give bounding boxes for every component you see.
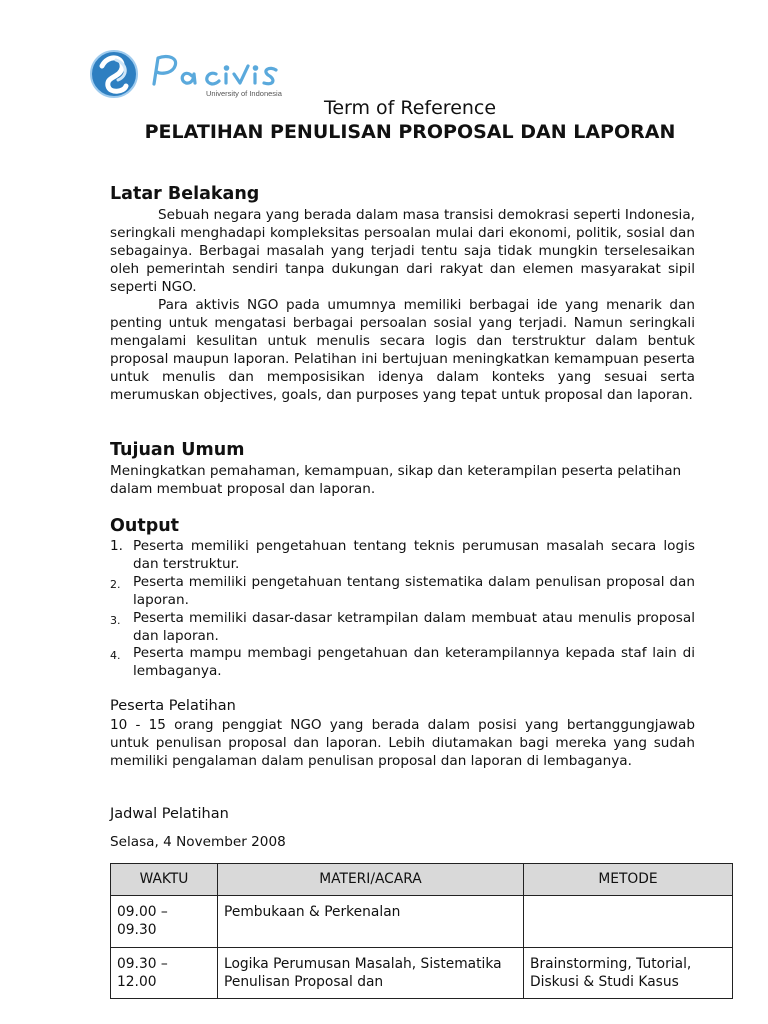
output-list bbox=[110, 538, 695, 681]
output-item-number: 1. bbox=[110, 538, 123, 554]
paragraph-peserta: 10 - 15 orang penggiat NGO yang berada dalam posisi yang bertanggungjawab untuk penulisan proposal dan laporan. Lebih diutamakan bagi mereka yang sudah memiliki pengalaman dalam penulisan proposal dan laporan di lembaganya. bbox=[110, 717, 695, 769]
cell-materi: Pembukaan & Perkenalan bbox=[218, 896, 524, 948]
column-header-waktu: WAKTU bbox=[111, 864, 218, 896]
output-item bbox=[110, 538, 695, 574]
section-heading-output: Output bbox=[110, 516, 180, 536]
pacivis-logo bbox=[88, 46, 308, 102]
section-heading-latar-belakang: Latar Belakang bbox=[110, 184, 260, 204]
output-item-number: 3. bbox=[110, 613, 121, 627]
paragraph-latar-2 bbox=[110, 297, 695, 404]
svg-text:University of Indonesia: University of Indonesia bbox=[206, 89, 282, 98]
cell-metode bbox=[524, 896, 733, 948]
paragraph-latar-2-text: Para aktivis NGO pada umumnya memiliki berbagai ide yang menarik dan penting untuk mengatasi berbagai persoalan sosial yang terjadi. Namun seringkali mengalami kesulitan untuk menulis secara logis dan terstruktur dalam bentuk proposal maupun laporan. Pelatihan ini bertujuan meningkatkan kemampuan peserta untuk menulis dan memposisikan idenya dalam konteks yang sesuai serta merumuskan objectives, goals, dan purposes yang tepat untuk proposal dan laporan. bbox=[110, 297, 695, 403]
document-title: Term of Reference bbox=[323, 97, 497, 119]
table-row bbox=[111, 896, 733, 948]
schedule-table bbox=[110, 863, 733, 999]
table-row bbox=[111, 948, 733, 999]
output-item-text: Peserta memiliki dasar-dasar ketrampilan dalam membuat atau menulis proposal dan laporan. bbox=[133, 609, 695, 644]
column-header-materi: MATERI/ACARA bbox=[218, 864, 524, 896]
schedule-date: Selasa, 4 November 2008 bbox=[110, 834, 286, 850]
cell-waktu: 09.00 – 09.30 bbox=[111, 896, 218, 948]
paragraph-latar-1-text: Sebuah negara yang berada dalam masa transisi demokrasi seperti Indonesia, seringkali menghadapi kompleksitas persoalan mulai dari ekonomi, politik, sosial dan sebagainya. Berbagai masalah yang terjadi tentu saja tidak mungkin terselesaikan oleh pemerintah sendiri tanpa dukungan dari rakyat dan elemen masyarakat sipil seperti NGO. bbox=[110, 207, 695, 295]
paragraph-tujuan: Meningkatkan pemahaman, kemampuan, sikap dan keterampilan peserta pelatihan dalam membuat proposal dan laporan. bbox=[110, 463, 682, 497]
document-subtitle: PELATIHAN PENULISAN PROPOSAL DAN LAPORAN bbox=[144, 121, 676, 143]
column-header-metode: METODE bbox=[524, 864, 733, 896]
pacivis-logo-graphic bbox=[88, 46, 308, 102]
output-item-text: Peserta mampu membagi pengetahuan dan keterampilannya kepada staf lain di lembaganya. bbox=[133, 645, 695, 680]
output-item-text: Peserta memiliki pengetahuan tentang teknis perumusan masalah secara logis dan terstruktur. bbox=[133, 538, 695, 572]
cell-waktu: 09.30 – 12.00 bbox=[111, 948, 218, 999]
output-item bbox=[110, 574, 695, 610]
table-header-row bbox=[111, 864, 733, 896]
output-item-text: Peserta memiliki pengetahuan tentang sistematika dalam penulisan proposal dan laporan. bbox=[133, 573, 695, 608]
paragraph-latar-1 bbox=[110, 207, 695, 297]
output-item bbox=[110, 645, 695, 681]
output-item-number: 4. bbox=[110, 649, 121, 663]
cell-materi: Logika Perumusan Masalah, Sistematika Penulisan Proposal dan bbox=[218, 948, 524, 999]
output-item bbox=[110, 610, 695, 646]
section-heading-peserta: Peserta Pelatihan bbox=[110, 698, 236, 714]
cell-metode: Brainstorming, Tutorial, Diskusi & Studi Kasus bbox=[524, 948, 733, 999]
output-item-number: 2. bbox=[110, 577, 121, 591]
section-heading-tujuan-umum: Tujuan Umum bbox=[110, 440, 245, 460]
section-heading-jadwal: Jadwal Pelatihan bbox=[110, 806, 229, 822]
